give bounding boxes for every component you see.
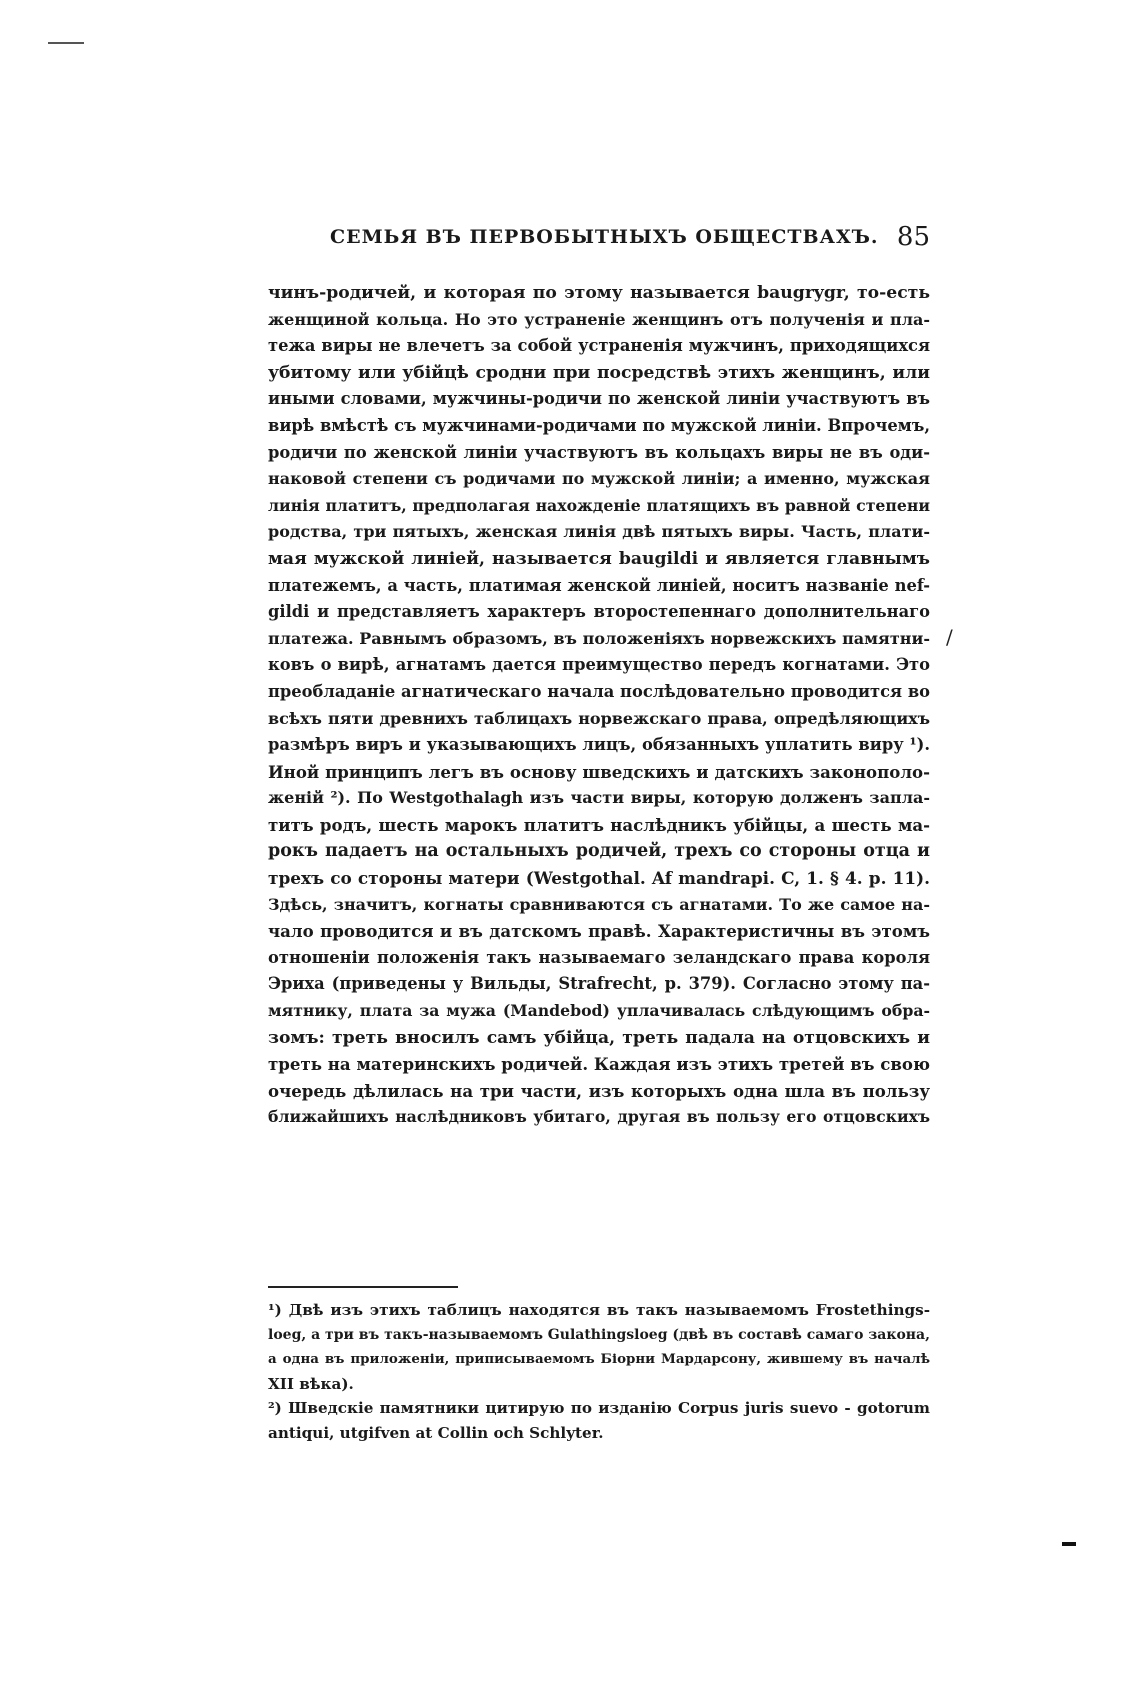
text-line: родства, три пятыхъ, женская линія двѣ пятыхъ виры. Часть, плати-: [268, 522, 930, 542]
text-line: наковой степени съ родичами по мужской линіи; а именно, мужская: [268, 469, 930, 489]
text-line: женій ²). По Westgothalagh изъ части виры, которую долженъ запла-: [268, 788, 930, 808]
text-line: тежа виры не влечетъ за собой устраненія мужчинъ, приходящихся: [268, 336, 930, 356]
text-line: преобладаніе агнатическаго начала послѣдовательно проводится во: [268, 681, 930, 701]
text-line: убитому или убійцѣ сродни при посредствѣ этихъ женщинъ, или: [268, 362, 930, 383]
text-line: линія платитъ, предполагая нахожденіе платящихъ въ равной степени: [268, 495, 930, 515]
footnote-line: XII вѣка).: [268, 1374, 354, 1393]
footnote-line: antiqui, utgifven at Collin och Schlyter.: [268, 1423, 604, 1442]
scan-mark-dash: [1062, 1542, 1076, 1546]
text-line: рокъ падаетъ на остальныхъ родичей, трехъ со стороны отца и: [268, 841, 930, 862]
text-line: треть на материнскихъ родичей. Каждая изъ этихъ третей въ свою: [268, 1054, 930, 1075]
text-line: чало проводится и въ датскомъ правѣ. Характеристичны въ этомъ: [268, 921, 930, 942]
text-line: зомъ: треть вносилъ самъ убійца, треть падала на отцовскихъ и: [268, 1027, 930, 1048]
text-line: gildi и представляетъ характеръ второстепеннаго дополнительнаго: [268, 602, 930, 622]
text-line: ближайшихъ наслѣдниковъ убитаго, другая въ пользу его отцовскихъ: [268, 1107, 930, 1127]
footnote-line: ²) Шведскіе памятники цитирую по изданію Corpus juris suevo - gotorum: [268, 1399, 930, 1418]
text-line: мая мужской линіей, называется baugildi и является главнымъ: [268, 548, 930, 569]
text-line: платежа. Равнымъ образомъ, въ положеніяхъ норвежскихъ памятни-: [268, 628, 930, 648]
text-line: женщиной кольца. Но это устраненіе женщинъ отъ полученія и пла-: [268, 309, 930, 329]
page-number: 85: [896, 222, 930, 252]
footnote-line: а одна въ приложеніи, приписываемомъ Біорни Мардарсону, жившему въ началѣ: [268, 1351, 930, 1368]
text-line: трехъ со стороны матери (Westgothal. Af mandrapi. C, 1. § 4. p. 11).: [268, 868, 930, 889]
text-line: вирѣ вмѣстѣ съ мужчинами-родичами по мужской линіи. Впрочемъ,: [268, 415, 930, 435]
running-title: СЕМЬЯ ВЪ ПЕРВОБЫТНЫХЪ ОБЩЕСТВАХЪ.: [330, 226, 879, 248]
page-header: [268, 222, 930, 254]
footnotes: [268, 1298, 930, 1446]
text-line: титъ родъ, шесть марокъ платитъ наслѣдникъ убійцы, а шесть ма-: [268, 814, 930, 835]
scan-mark-top: [48, 42, 84, 44]
body-text: [268, 280, 930, 1131]
footnote-line: loeg, а три въ такъ-называемомъ Gulathingsloeg (двѣ въ составѣ самаго закона,: [268, 1326, 930, 1343]
text-line: мятнику, плата за мужа (Mandebod) уплачивалась слѣдующимъ обра-: [268, 1001, 930, 1021]
text-line: очередь дѣлилась на три части, изъ которыхъ одна шла въ пользу: [268, 1080, 930, 1101]
text-line: Здѣсь, значитъ, когнаты сравниваются съ агнатами. То же самое на-: [268, 894, 930, 914]
text-line: отношеніи положенія такъ называемаго зеландскаго права короля: [268, 947, 930, 967]
text-line: ковъ о вирѣ, агнатамъ дается преимущество передъ когнатами. Это: [268, 655, 930, 675]
text-line: размѣръ виръ и указывающихъ лицъ, обязанныхъ уплатить виру ¹).: [268, 735, 930, 755]
text-line: Иной принципъ легъ въ основу шведскихъ и датскихъ законополо-: [268, 761, 930, 782]
text-line: родичи по женской линіи участвуютъ въ кольцахъ виры не въ оди-: [268, 442, 930, 462]
text-line: всѣхъ пяти древнихъ таблицахъ норвежскаго права, опредѣляющихъ: [268, 708, 930, 728]
footnote-line: ¹) Двѣ изъ этихъ таблицъ находятся въ такъ называемомъ Frostethings-: [268, 1301, 930, 1319]
text-line: иными словами, мужчины-родичи по женской линіи участвуютъ въ: [268, 389, 930, 409]
footnote-rule: [268, 1286, 458, 1288]
margin-mark: /: [946, 625, 953, 649]
text-line: чинъ-родичей, и которая по этому называется baugrygr, то-есть: [268, 283, 930, 303]
text-line: платежемъ, а часть, платимая женской линіей, носитъ названіе nef-: [268, 575, 930, 595]
text-line: Эриха (приведены у Вильды, Strafrecht, p. 379). Согласно этому па-: [268, 974, 930, 994]
